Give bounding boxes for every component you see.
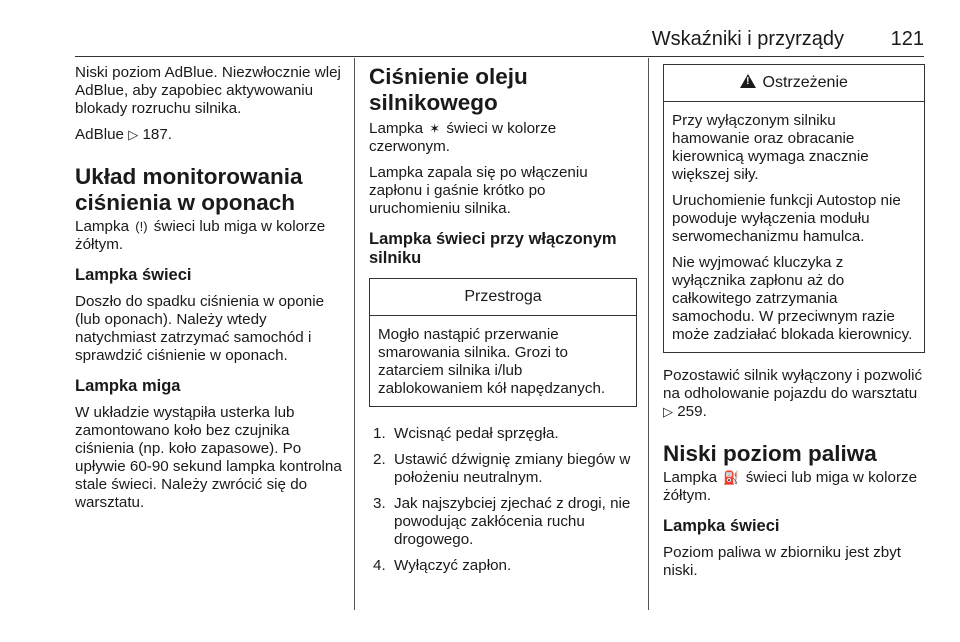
page-ref-arrow-icon: ▷: [128, 127, 139, 142]
fuel-lit-text: Poziom paliwa w zbiorniku jest zbyt niski.: [663, 544, 902, 579]
oil-running-heading: Lampka świeci przy włączonym silniku: [369, 230, 617, 267]
warning-text-2: Uruchomienie funkcji Autostop nie powoduje wyłączenia modułu serwomechanizmu hamulca.: [672, 192, 901, 245]
tpms-section-title: Układ monitorowania ciśnienia w oponach: [75, 164, 303, 215]
caution-text: Mogło nastąpić przerwanie smarowania silnika. Grozi to zatarciem silnika i/lub zablokowaniem kół napędzanych.: [378, 326, 606, 397]
warning-text-3: Nie wyjmować kluczyka z wyłącznika zapłonu aż do całkowitego zatrzymania samochodu. W przeciwnym razie może zadziałać blokada kierownicy.: [672, 254, 913, 343]
fuel-lit-heading: Lampka świeci: [663, 517, 780, 535]
tow-ref-page: 259.: [677, 403, 707, 420]
oil-lamp-on-text: Lampka zapala się po włączeniu zapłonu i gaśnie krótko po uruchomieniu silnika.: [369, 164, 588, 217]
tpms-lit-text: Doszło do spadku ciśnienia w oponie (lub oponach). Należy wtedy natychmiast zatrzymać samochód i sprawdzić ciśnienie w oponach.: [75, 293, 325, 364]
tow-instruction: Pozostawić silnik wyłączony i pozwolić na odholowanie pojazdu do warsztatu ▷ 259.: [663, 367, 923, 420]
warning-title: Ostrzeżenie: [762, 74, 848, 91]
column-2: [369, 64, 637, 583]
adblue-intro: Niski poziom AdBlue. Niezwłocznie wlej AdBlue, aby zapobiec aktywowaniu blokady rozruchu silnika.: [75, 64, 341, 117]
column-3: [663, 64, 925, 580]
header-title: Wskaźniki i przyrządy: [651, 28, 844, 50]
caution-box: [369, 278, 637, 407]
header-rule: [75, 56, 924, 57]
column-1: [75, 64, 343, 512]
oil-lamp-text: Lampka ✶ świeci w kolorze czerwonym.: [369, 120, 557, 155]
list-item: 3. Jak najszybciej zjechać z drogi, nie powodując zakłócenia ruchu drogowego.: [373, 495, 631, 548]
list-item: 4. Wyłączyć zapłon.: [373, 557, 512, 574]
oil-steps-list: [369, 425, 637, 575]
caution-title: Przestroga: [370, 279, 636, 316]
page-header: [75, 26, 924, 56]
oil-pressure-section-title: Ciśnienie oleju silnikowego: [369, 64, 528, 115]
warning-text-1: Przy wyłączonym silniku hamowanie oraz obracanie kierownicą wymaga znacznie większej siły.: [672, 112, 869, 183]
fuel-pump-icon: ⛽: [723, 470, 740, 485]
page-ref-arrow-icon: ▷: [663, 404, 673, 419]
low-fuel-section-title: Niski poziom paliwa: [663, 441, 877, 466]
page-number: 121: [890, 28, 924, 50]
column-divider-1: [354, 58, 355, 610]
adblue-ref-page: 187.: [142, 126, 173, 143]
tpms-lit-heading: Lampka świeci: [75, 266, 192, 284]
warning-box: [663, 64, 925, 353]
adblue-reference: AdBlue ▷ 187.: [75, 126, 173, 143]
oil-can-icon: ✶: [429, 121, 441, 136]
fuel-lamp-text: Lampka ⛽ świeci lub miga w kolorze żółtym.: [663, 469, 918, 504]
tpms-blink-text: W układzie wystąpiła usterka lub zamontowano koło bez czujnika ciśnienia (np. koło zapasowe). Po upływie 60-90 sekund lampka kontrolna stale świeci. Należy zwrócić się do warsztatu.: [75, 404, 342, 511]
tpms-blink-heading: Lampka miga: [75, 377, 181, 395]
list-item: 1. Wcisnąć pedał sprzęgła.: [373, 425, 559, 442]
list-item: 2. Ustawić dźwignię zmiany biegów w położeniu neutralnym.: [373, 451, 631, 486]
column-divider-2: [648, 58, 649, 610]
warning-triangle-icon: [740, 74, 756, 88]
tpms-lamp-text: Lampka (!) świeci lub miga w kolorze żółtym.: [75, 218, 326, 253]
tire-pressure-icon: (!): [135, 219, 148, 234]
warning-header: [664, 65, 924, 102]
